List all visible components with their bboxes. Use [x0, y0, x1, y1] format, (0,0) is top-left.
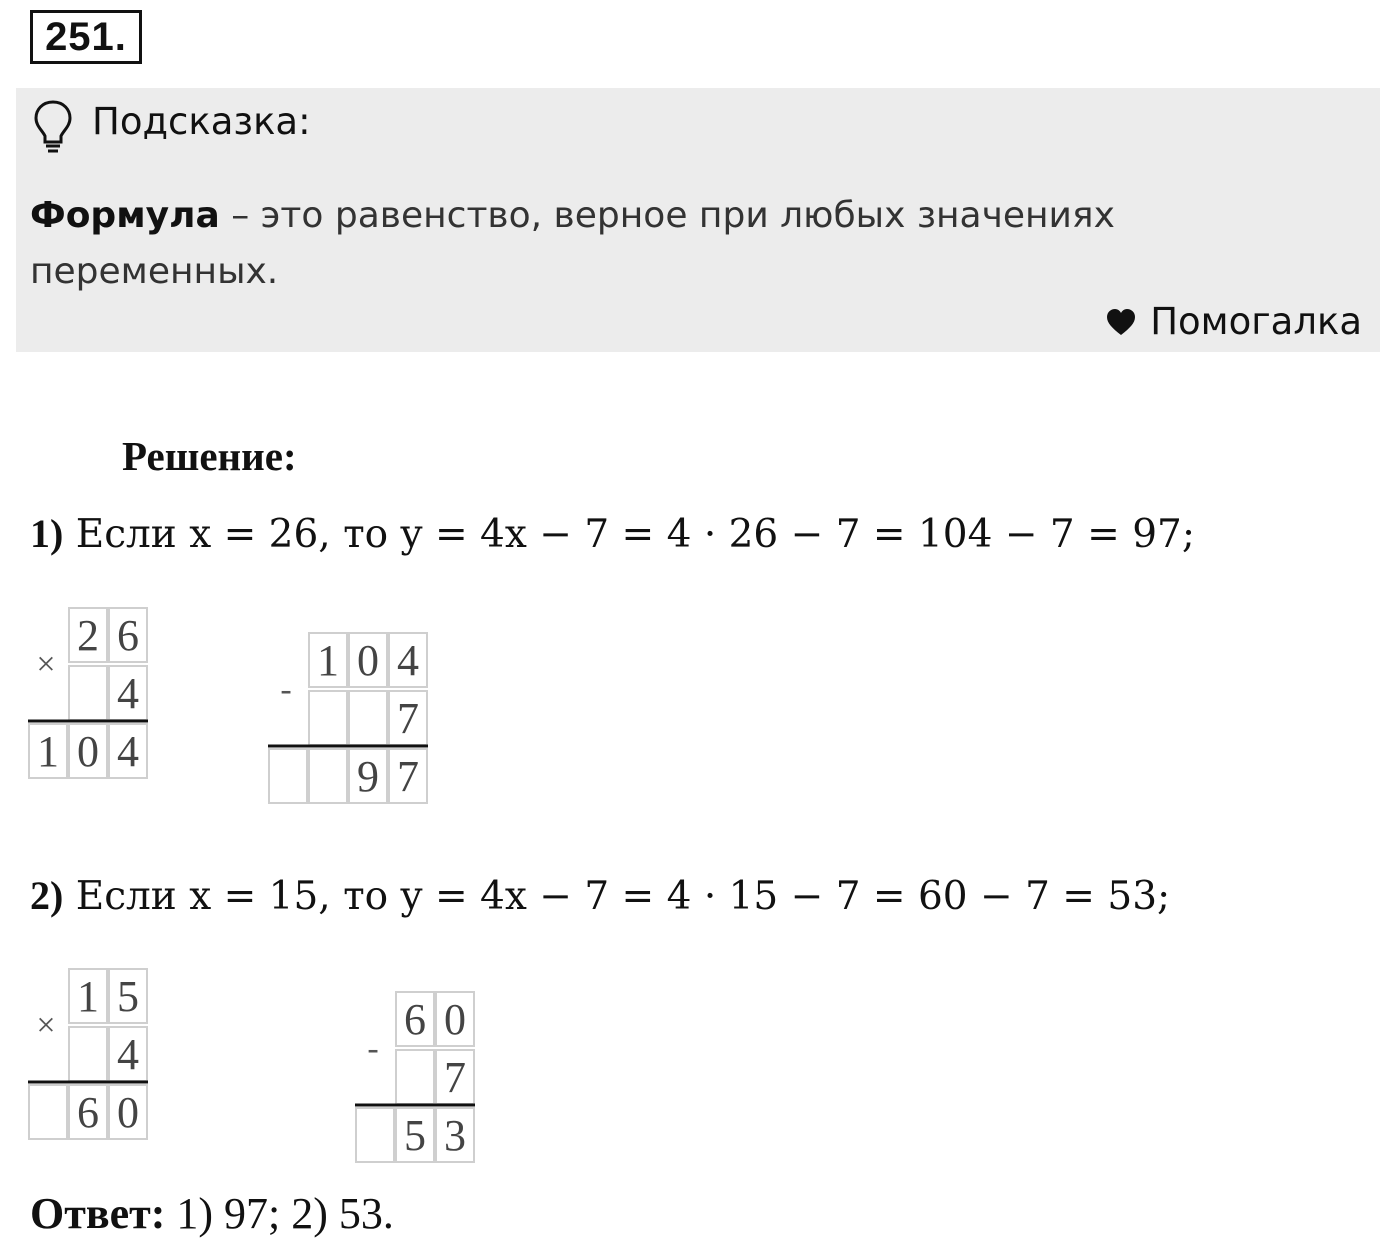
multiplication-column-2: [28, 968, 150, 1144]
digit: 7: [397, 752, 419, 801]
digit: 0: [444, 995, 466, 1044]
solution-step-1: [30, 510, 1195, 557]
digit: 4: [117, 1030, 139, 1079]
multiplication-column-1: [28, 607, 150, 783]
subtraction-column-2: [355, 991, 477, 1167]
grid-cell: [69, 666, 107, 720]
grid-cell: [29, 1085, 67, 1139]
credit-label: Помогалка: [1150, 300, 1362, 343]
digit: 9: [357, 752, 379, 801]
grid-cell: [396, 1050, 434, 1104]
digit: 4: [117, 727, 139, 776]
step-2-text: Если x = 15, то y = 4x − 7 = 4 · 15 − 7 = 60 − 7 = 53;: [63, 874, 1171, 919]
operator-sign: ×: [36, 646, 56, 683]
hint-definition-text: – это равенство, верное при любых значениях переменных.: [30, 195, 1115, 292]
operator-sign: -: [280, 671, 292, 708]
solution-step-2: [30, 872, 1170, 919]
digit: 4: [117, 669, 139, 718]
digit: 1: [37, 727, 59, 776]
solution-title: Решение:: [122, 433, 297, 479]
answer-text: 1) 97; 2) 53.: [165, 1189, 394, 1238]
hint-definition: [30, 188, 1150, 300]
grid-cell: [309, 691, 347, 745]
grid-cell: [269, 749, 307, 803]
digit: 3: [444, 1111, 466, 1160]
digit: 5: [404, 1111, 426, 1160]
digit: 7: [397, 694, 419, 743]
digit: 2: [77, 611, 99, 660]
grid-cell: [349, 691, 387, 745]
digit: 0: [117, 1088, 139, 1137]
grid-cell: [356, 1108, 394, 1162]
credit: [1106, 300, 1362, 343]
hint-box: [16, 88, 1380, 352]
hint-title: Подсказка:: [92, 100, 311, 143]
heart-icon: [1106, 308, 1136, 336]
digit: 4: [397, 636, 419, 685]
digit: 0: [77, 727, 99, 776]
task-number: 251.: [30, 10, 142, 64]
digit: 7: [444, 1053, 466, 1102]
step-1-text: Если x = 26, то y = 4x − 7 = 4 · 26 − 7 = 104 − 7 = 97;: [63, 512, 1195, 557]
digit: 0: [357, 636, 379, 685]
digit: 5: [117, 972, 139, 1021]
operator-sign: ×: [36, 1007, 56, 1044]
answer-label: Ответ:: [30, 1189, 166, 1238]
digit: 6: [404, 995, 426, 1044]
step-2-number: 2): [30, 873, 64, 918]
grid-cell: [309, 749, 347, 803]
digit: 6: [117, 611, 139, 660]
digit: 6: [77, 1088, 99, 1137]
step-1-number: 1): [30, 511, 64, 556]
operator-sign: -: [367, 1030, 379, 1067]
lightbulb-icon: [32, 98, 74, 154]
answer: [30, 1188, 394, 1239]
grid-cell: [69, 1027, 107, 1081]
hint-term: Формула: [30, 195, 220, 236]
digit: 1: [317, 636, 339, 685]
subtraction-column-1: [268, 632, 430, 808]
digit: 1: [77, 972, 99, 1021]
